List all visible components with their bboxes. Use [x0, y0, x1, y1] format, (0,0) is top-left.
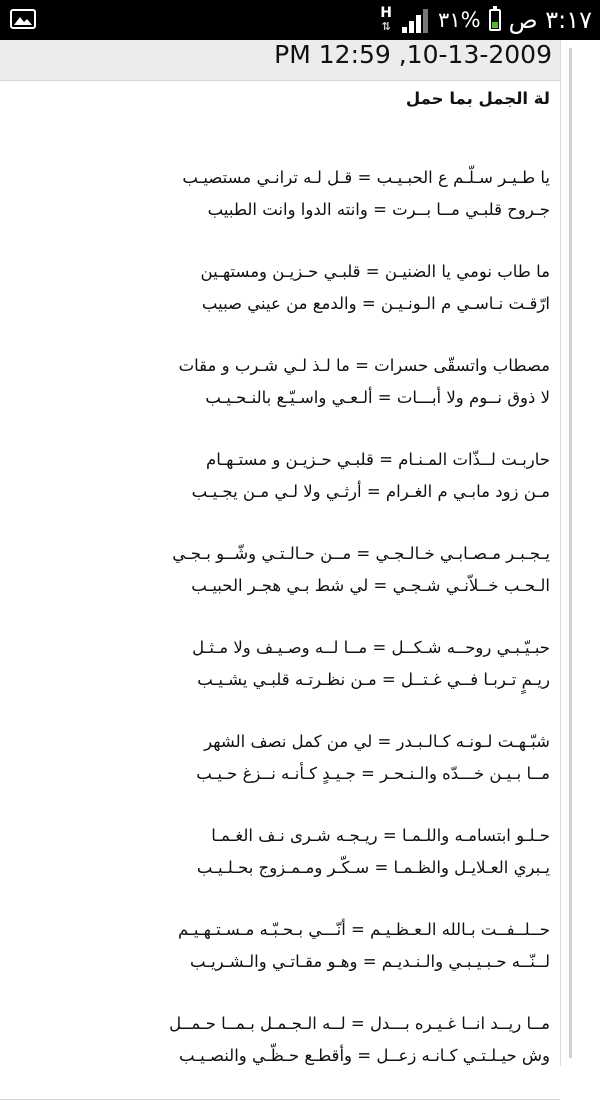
stanza [10, 350, 550, 414]
poem-line: حـلـو ابتسامـه واللـمـا = ريـجـه شـرى نـف الغـمـا [211, 826, 550, 845]
poem-line: جـروح قلبـي مــا بــرت = وانته الدوا وانت الطبيب [207, 200, 550, 219]
poem-line: حبـيّـبـي روحــه شـكــل = مــا لــه وصـيـف ولا مـثـل [192, 638, 550, 657]
poem-line: الـحـب خــلاّنـي شـجـي = لي شط بـي هجـر الحبيـب [191, 576, 550, 595]
poem-line: ارّقـت نـاسـي م الـونـيـن = والدمع من عيني صبيب [201, 294, 550, 313]
signal-icon [402, 7, 430, 33]
poem-line: شبّـهـت لـونـه كـالـبـدر = لي من كمل نصف الشهر [204, 732, 550, 751]
poem-body[interactable] [10, 84, 550, 1072]
image-icon[interactable] [10, 9, 36, 29]
stanza [10, 726, 550, 790]
poem-line: يـبري العـلايـل والظـمـا = سـكّـر ومـمـزوج بحـلـيـب [196, 858, 550, 877]
poem-line: لا ذوق نــوم ولا أبـــات = ألـعـي واسـيّـع بالنـحـيـب [205, 388, 550, 407]
battery-percentage: ٣١% [438, 8, 481, 32]
data-arrows-icon: ⇅ [381, 20, 391, 33]
stanza [10, 914, 550, 978]
poem-line: مــا ريــد انــا غـيـره بـــدل = لــه الـجـمـل بـمــا حـمــل [169, 1014, 550, 1033]
status-bar [0, 0, 600, 40]
poem-title: لة الجمل بما حمل [405, 89, 550, 108]
poem-line: وش حيـلـتـي كـانـه زعــل = وأقطـع حـظّـي والنصـيـب [179, 1046, 550, 1065]
signal-bar [402, 27, 407, 33]
battery-icon [489, 9, 501, 31]
poem-line: مــا بـيـن خـــدّه والـنـحـر = جـيـدٍ كـأنـه نــزغ حـيـب [196, 764, 550, 783]
stanza [10, 162, 550, 226]
battery-level-fill [492, 22, 498, 28]
poem-line: مـن زود مابـي م الغـرام = أرثـي ولا لـي مـن يجـيـب [191, 482, 550, 501]
status-indicators [378, 0, 592, 40]
stanza-list [10, 162, 550, 1072]
scrollbar[interactable] [560, 40, 600, 1066]
poem-line: يا طـيـر سـلّـم ع الحبـيـب = قـل لـه ترانـي مستصيـب [182, 168, 550, 187]
poem-line: حــلــفــت بـالله الـعـظـيـم = أنّـــي بـحـبّـه مـسـتـهـيـم [178, 920, 550, 939]
poem-line: ما طاب نومي يا الضنيـن = قلبـي حـزيـن ومستهـين [200, 262, 550, 281]
poem-line: ريـمٍ تـربـا فــي غـتــل = مـن نظـرتـه قلبـي يشـيـب [197, 670, 550, 689]
poem-line: حاربـت لــذّات المـنـام = قلبـي حـزيـن و مستـهـام [206, 450, 550, 469]
post-date-bar [0, 40, 560, 81]
stanza [10, 632, 550, 696]
stanza [10, 820, 550, 884]
post-content [0, 40, 560, 1066]
stanza [10, 1008, 550, 1072]
poem-line: يـجـبـر مـصـابـي خـالـجـي = مــن حـالـتـي وشّــو بـجـي [172, 544, 550, 563]
signal-bar [423, 9, 428, 33]
signal-bar [416, 15, 421, 33]
stanza [10, 538, 550, 602]
stanza [10, 444, 550, 508]
signal-bar [409, 21, 414, 33]
stanza [10, 256, 550, 320]
network-type-icon [378, 6, 394, 34]
network-type-label: H [380, 5, 392, 21]
poem-line: مصطاب واتسقّى حسرات = ما لـذ لـي شـرب و مقات [178, 356, 550, 375]
poem-line: لــنّــه حـبـيـبـي والـنـديـم = وهـو مقـاتـي والـشـريـب [190, 952, 550, 971]
clock: ٣:١٧ ص [508, 6, 592, 34]
scrollbar-thumb[interactable] [569, 48, 572, 1058]
post-date: PM 12:59 ,10-13-2009 [274, 40, 552, 69]
